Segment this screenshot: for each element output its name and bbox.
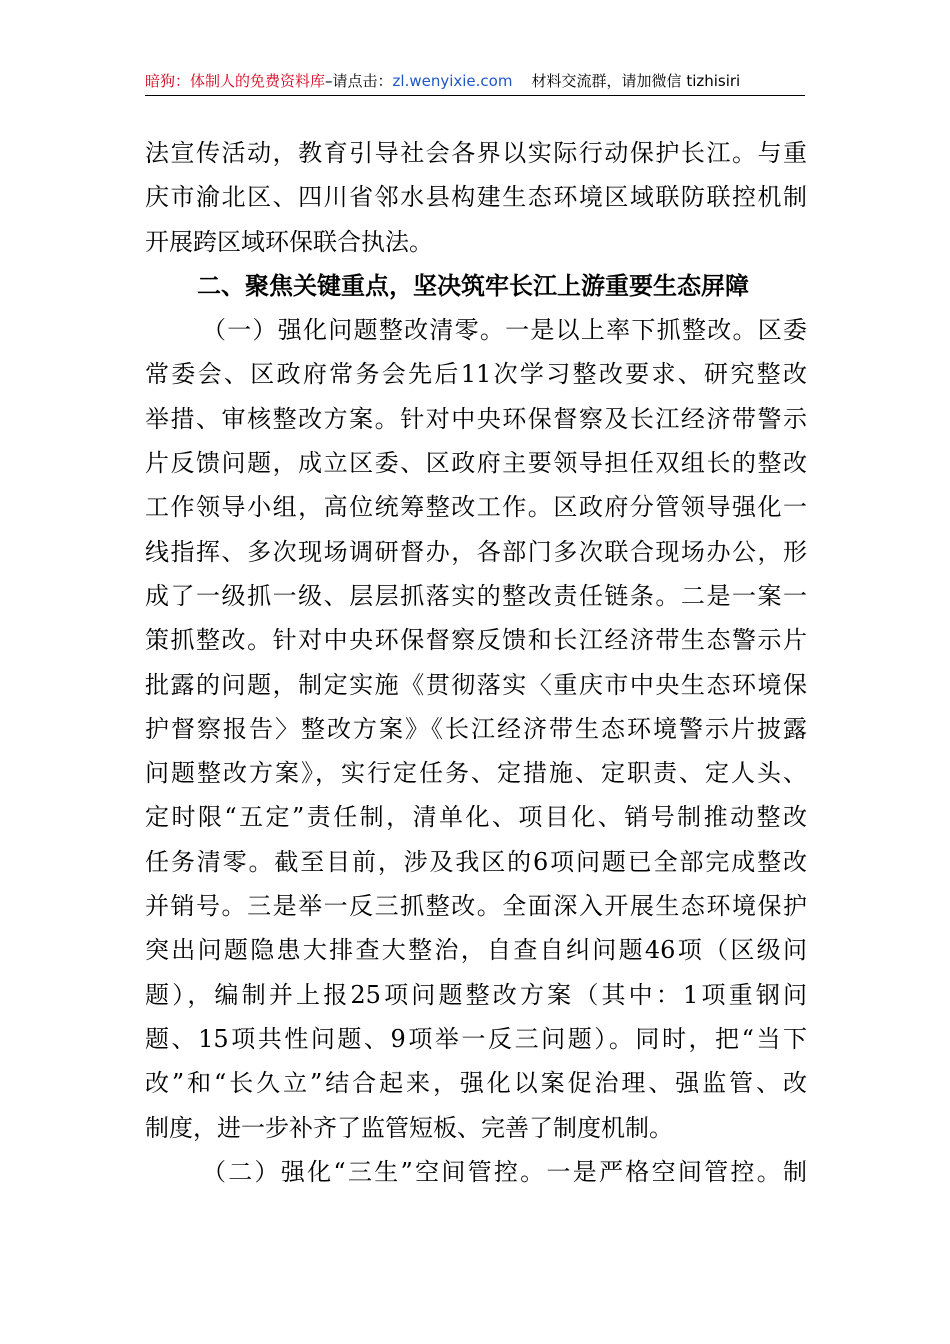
body-line: 制度，进一步补齐了监管短板、完善了制度机制。 [145,1113,673,1142]
body-line: 工作领导小组，高位统筹整改工作。区政府分管领导强化一 [145,493,807,522]
body-line: 问题整改方案》，实行定任务、定措施、定职责、定人头、 [145,759,807,788]
body-line: 举措、审核整改方案。针对中央环保督察及长江经济带警示 [145,404,807,433]
body-line: 开展跨区域环保联合执法。 [145,227,433,256]
body-line: 定时限“五定”责任制，清单化、项目化、销号制推动整改 [145,803,807,832]
section-heading: 二、聚焦关键重点，坚决筑牢长江上游重要生态屏障 [197,270,749,300]
body-line: 突出问题隐患大排查大整治，自查自纠问题46项（区级问 [145,936,807,965]
document-body [145,131,807,1194]
body-line: 批露的问题，制定实施《贯彻落实〈重庆市中央生态环境保 [145,670,807,699]
body-line: 成了一级抓一级、层层抓落实的整改责任链条。二是一案一 [145,581,807,610]
body-line: 片反馈问题，成立区委、区政府主要领导担任双组长的整改 [145,449,807,478]
site-name[interactable]: 暗狗：体制人的免费资料库 [145,72,326,90]
body-line: 护督察报告〉整改方案》《长江经济带生态环境警示片披露 [145,714,807,743]
body-line: 庆市渝北区、四川省邻水县构建生态环境区域联防联控机制 [145,183,807,212]
page-header [145,68,805,94]
wechat-note: 材料交流群，请加微信 tizhisiri [531,72,741,90]
click-prompt: –请点击： [325,72,393,90]
body-line: 并销号。三是举一反三抓整改。全面深入开展生态环境保护 [145,892,807,921]
body-line: 法宣传活动，教育引导社会各界以实际行动保护长江。与重 [145,139,807,167]
body-line: 题），编制并上报25项问题整改方案（其中：1项重钢问 [145,980,807,1009]
body-line: （一）强化问题整改清零。一是以上率下抓整改。区委 [202,316,807,345]
body-line: （二）强化“三生”空间管控。一是严格空间管控。制 [202,1157,807,1186]
body-line: 线指挥、多次现场调研督办，各部门多次联合现场办公，形 [145,537,807,566]
body-line: 策抓整改。针对中央环保督察反馈和长江经济带生态警示片 [145,626,807,655]
header-divider [145,95,805,96]
body-line: 任务清零。截至目前，涉及我区的6项问题已全部完成整改 [145,847,807,876]
site-url-link[interactable]: zl.wenyixie.com [392,72,513,90]
body-line: 常委会、区政府常务会先后11次学习整改要求、研究整改 [145,360,807,389]
body-line: 题、15项共性问题、9项举一反三问题）。同时，把“当下 [145,1024,807,1053]
body-line: 改”和“长久立”结合起来，强化以案促治理、强监管、改 [145,1069,807,1098]
